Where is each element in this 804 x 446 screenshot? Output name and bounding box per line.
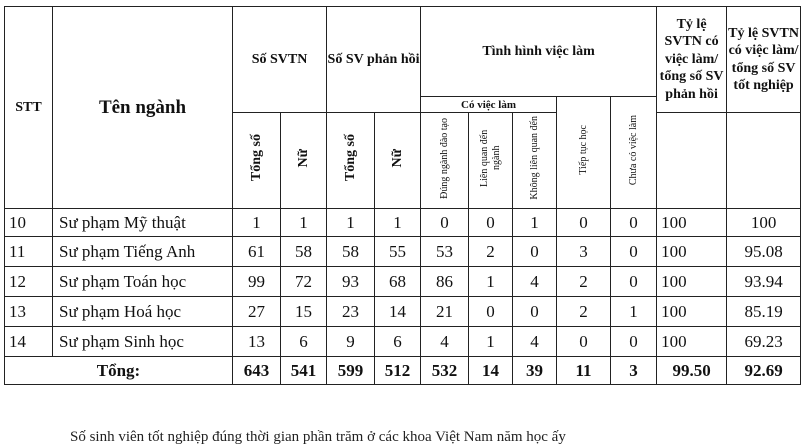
row-tn-total: 99 [233, 267, 281, 297]
header-chua-co-viec: Chưa có việc làm [627, 114, 639, 186]
row-chua: 0 [611, 327, 657, 357]
row-ph-nu: 6 [375, 327, 421, 357]
row-khong: 0 [513, 237, 557, 267]
header-tn-tong-so-cell [233, 113, 281, 209]
header-khong-lien-quan: Không liên quan đến [528, 116, 540, 200]
row-tn-total: 61 [233, 237, 281, 267]
header-khong-lien-quan-cell [513, 113, 557, 209]
row-tl2: 95.08 [727, 237, 801, 267]
header-ty-le-phan-hoi-empty [657, 113, 727, 209]
row-tl2: 100 [727, 209, 801, 237]
row-tl2: 85.19 [727, 297, 801, 327]
row-tn-total: 13 [233, 327, 281, 357]
row-tl1: 100 [657, 237, 727, 267]
table-row [5, 267, 801, 297]
row-tn-nu: 15 [281, 297, 327, 327]
header-so-svtn: Số SVTN [233, 7, 327, 113]
row-lien: 2 [469, 237, 513, 267]
row-dung: 0 [421, 209, 469, 237]
row-chua: 0 [611, 237, 657, 267]
row-khong: 4 [513, 267, 557, 297]
row-stt: 12 [5, 267, 53, 297]
row-ph-total: 93 [327, 267, 375, 297]
total-ph-total: 599 [327, 357, 375, 385]
row-tn-nu: 6 [281, 327, 327, 357]
row-khong: 0 [513, 297, 557, 327]
header-tn-nu: Nữ [295, 148, 311, 168]
row-lien: 1 [469, 327, 513, 357]
row-tn-nu: 58 [281, 237, 327, 267]
row-tiep: 0 [557, 209, 611, 237]
row-khong: 4 [513, 327, 557, 357]
row-tl2: 69.23 [727, 327, 801, 357]
row-tn-total: 1 [233, 209, 281, 237]
header-ph-tong-so-cell [327, 113, 375, 209]
total-chua: 3 [611, 357, 657, 385]
row-chua: 0 [611, 209, 657, 237]
row-tl1: 100 [657, 327, 727, 357]
row-ph-total: 1 [327, 209, 375, 237]
row-ph-total: 23 [327, 297, 375, 327]
row-chua: 1 [611, 297, 657, 327]
header-ty-le-tot-nghiep-empty [727, 113, 801, 209]
header-lien-quan-cell [469, 113, 513, 209]
row-lien: 1 [469, 267, 513, 297]
row-tn-total: 27 [233, 297, 281, 327]
row-name: Sư phạm Toán học [53, 267, 233, 297]
row-tn-nu: 72 [281, 267, 327, 297]
header-tiep-tuc-hoc: Tiếp tục học [577, 125, 589, 175]
row-stt: 14 [5, 327, 53, 357]
header-ty-le-phan-hoi: Tỷ lệ SVTN có việc làm/ tổng số SV phản hồi [657, 7, 727, 113]
row-tl1: 100 [657, 267, 727, 297]
header-ph-nu: Nữ [389, 148, 405, 168]
total-lien: 14 [469, 357, 513, 385]
row-tn-nu: 1 [281, 209, 327, 237]
header-ty-le-tot-nghiep: Tỷ lệ SVTN có việc làm/ tổng số SV tốt nghiệp [727, 7, 801, 113]
row-name: Sư phạm Mỹ thuật [53, 209, 233, 237]
table-row [5, 209, 801, 237]
total-tn-total: 643 [233, 357, 281, 385]
footer-text: Số sinh viên tốt nghiệp đúng thời gian phần trăm ở các khoa Việt Nam năm học ấy [70, 429, 566, 445]
row-tl2: 93.94 [727, 267, 801, 297]
header-ten-nganh: Tên ngành [53, 7, 233, 209]
total-tl2: 92.69 [727, 357, 801, 385]
row-khong: 1 [513, 209, 557, 237]
row-name: Sư phạm Tiếng Anh [53, 237, 233, 267]
row-tiep: 0 [557, 327, 611, 357]
total-tiep: 11 [557, 357, 611, 385]
employment-table [4, 6, 801, 385]
header-tiep-tuc-hoc-cell [557, 97, 611, 209]
header-chua-co-viec-cell [611, 97, 657, 209]
header-tn-nu-cell [281, 113, 327, 209]
header-ph-tong-so: Tổng số [342, 134, 358, 182]
header-tinh-hinh: Tình hình việc làm [421, 7, 657, 97]
row-lien: 0 [469, 209, 513, 237]
row-dung: 4 [421, 327, 469, 357]
total-label: Tổng: [5, 357, 233, 385]
row-tiep: 3 [557, 237, 611, 267]
table-row [5, 327, 801, 357]
total-khong: 39 [513, 357, 557, 385]
row-lien: 0 [469, 297, 513, 327]
row-ph-nu: 1 [375, 209, 421, 237]
row-ph-total: 58 [327, 237, 375, 267]
row-chua: 0 [611, 267, 657, 297]
table-row [5, 237, 801, 267]
table-row [5, 297, 801, 327]
header-stt: STT [5, 7, 53, 209]
header-tn-tong-so: Tổng số [248, 134, 264, 182]
row-tl1: 100 [657, 297, 727, 327]
header-dung-nganh-cell [421, 113, 469, 209]
row-stt: 11 [5, 237, 53, 267]
header-lien-quan: Liên quan đến ngành [478, 129, 502, 187]
row-tl1: 100 [657, 209, 727, 237]
row-name: Sư phạm Sinh học [53, 327, 233, 357]
row-name: Sư phạm Hoá học [53, 297, 233, 327]
row-dung: 21 [421, 297, 469, 327]
row-dung: 53 [421, 237, 469, 267]
row-tiep: 2 [557, 267, 611, 297]
row-ph-nu: 68 [375, 267, 421, 297]
row-ph-total: 9 [327, 327, 375, 357]
header-so-sv-phan-hoi: Số SV phản hồi [327, 7, 421, 113]
row-stt: 10 [5, 209, 53, 237]
row-ph-nu: 55 [375, 237, 421, 267]
total-tl1: 99.50 [657, 357, 727, 385]
row-ph-nu: 14 [375, 297, 421, 327]
total-dung: 532 [421, 357, 469, 385]
total-tn-nu: 541 [281, 357, 327, 385]
header-co-viec-lam: Có việc làm [421, 97, 557, 113]
header-dung-nganh: Đúng ngành đào tạo [438, 117, 450, 199]
total-ph-nu: 512 [375, 357, 421, 385]
row-stt: 13 [5, 297, 53, 327]
header-ph-nu-cell [375, 113, 421, 209]
row-dung: 86 [421, 267, 469, 297]
row-tiep: 2 [557, 297, 611, 327]
total-row [5, 357, 801, 385]
